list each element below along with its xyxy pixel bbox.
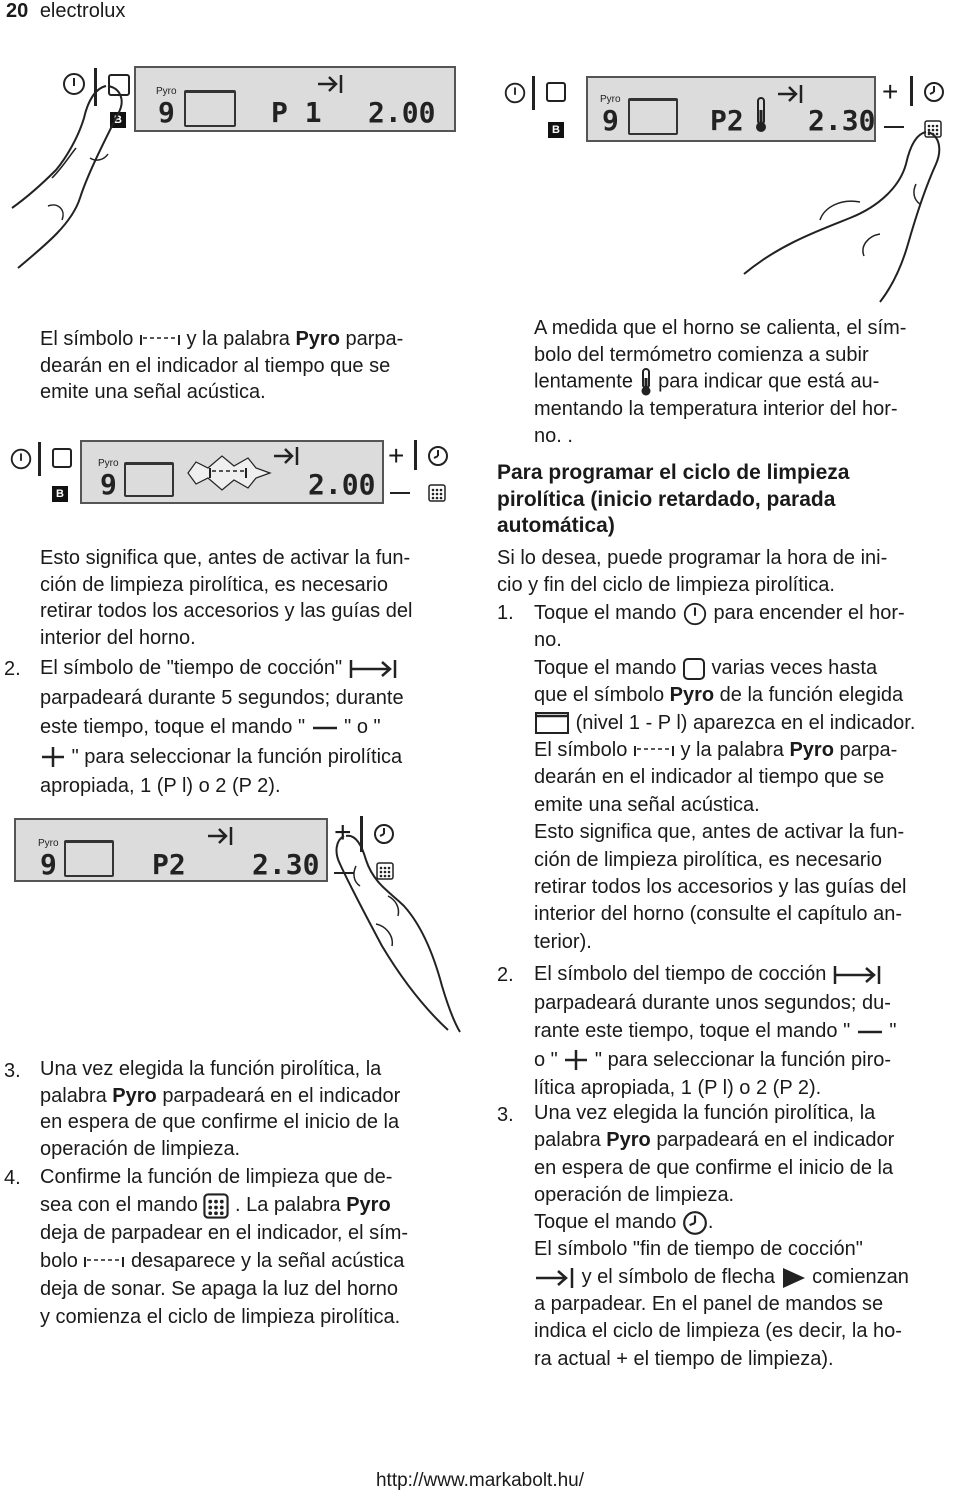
right-intro-paragraph	[534, 315, 960, 449]
left-item-4	[40, 1163, 480, 1331]
text-line: cio y fin del ciclo de limpieza pirolítica.	[497, 573, 835, 596]
text: Toque el mando	[534, 602, 677, 624]
text-line: dearán en el indicador al tiempo que se	[40, 354, 391, 377]
plus-icon: +	[334, 816, 352, 849]
text-line: en espera de que confirme el inicio de la	[40, 1111, 400, 1134]
plus-icon: +	[882, 76, 899, 107]
text-line: Confirme la función de limpieza que de-	[40, 1166, 393, 1188]
display-panel-middle-left	[80, 440, 384, 504]
text-line: bolo del termómetro comienza a subir	[534, 343, 869, 366]
text: sea con el mando	[40, 1194, 198, 1216]
keypad-icon	[203, 1193, 229, 1219]
cooking-time-icon	[206, 826, 234, 846]
pyro-label: Pyro	[600, 94, 621, 105]
text: El símbolo	[534, 739, 628, 762]
dashed-bracket-icon	[139, 333, 181, 347]
pyro-label: Pyro	[38, 838, 59, 849]
text: .	[707, 1211, 714, 1234]
text-line: en espera de que confirme el inicio de la	[534, 1156, 894, 1179]
plus-icon	[40, 746, 66, 768]
cooking-time-icon	[316, 74, 344, 94]
list-number: 1.	[497, 602, 514, 624]
text: para encender el hor-	[713, 602, 905, 624]
b-label-icon: B	[52, 486, 68, 502]
text: (nivel 1 - P l) aparezca en el indicador.	[575, 711, 916, 734]
cooking-time-icon	[348, 657, 398, 681]
function-button-icon	[52, 448, 72, 468]
text-line: mentando la temperatura interior del hor-	[534, 398, 898, 421]
text-line: deja de sonar. Se apaga la luz del horno	[40, 1278, 399, 1300]
plus-icon	[563, 1049, 589, 1071]
pyro-word: Pyro	[789, 739, 834, 762]
minus-icon	[390, 492, 410, 494]
right-step-1	[534, 600, 960, 956]
time-readout: 2.00	[308, 468, 376, 501]
dashed-bracket-icon	[83, 1255, 125, 1269]
text-line: Una vez elegida la función pirolítica, la	[40, 1058, 382, 1080]
heading-line: pirolítica (inicio retardado, parada	[497, 487, 836, 511]
level-digit: 9	[40, 848, 57, 881]
right-step-3	[534, 1100, 960, 1373]
list-number: 2.	[497, 964, 514, 986]
text-line: emite una señal acústica.	[40, 381, 266, 404]
text: El símbolo del tiempo de cocción	[534, 963, 827, 985]
text: desaparece y la señal acústica	[130, 1250, 405, 1272]
text: o "	[534, 1048, 558, 1071]
text-line: parpadeará durante 5 segundos; durante	[40, 686, 404, 709]
text-line: y comienza el ciclo de limpieza pirolítica.	[40, 1306, 401, 1328]
text-line: operación de limpieza.	[534, 1183, 735, 1206]
text-line: retirar todos los accesorios y las guías del	[534, 876, 907, 899]
text-line: Una vez elegida la función pirolítica, la	[534, 1102, 876, 1124]
text-line: interior del horno (consulte el capítulo an-	[534, 903, 902, 926]
pyro-word: Pyro	[346, 1194, 391, 1216]
text-line: interior del horno.	[40, 626, 196, 649]
text: " o "	[344, 716, 381, 738]
text-line: terior).	[534, 930, 592, 953]
left-item-3	[40, 1056, 480, 1162]
text-line: indica el ciclo de limpieza (es decir, la ho-	[534, 1320, 902, 1343]
right-sub-paragraph	[497, 545, 960, 598]
pyro-label: Pyro	[156, 86, 177, 97]
keypad-icon	[428, 484, 446, 502]
left-item-2	[40, 654, 480, 802]
level-digit: 9	[602, 104, 619, 137]
b-label-icon: B	[110, 112, 126, 128]
time-readout: 2.30	[252, 848, 320, 881]
pyro-label: Pyro	[98, 458, 119, 469]
oven-icon	[184, 90, 236, 127]
text-line: emite una señal acústica.	[534, 793, 760, 816]
text: El símbolo de "tiempo de cocción"	[40, 657, 343, 679]
clock-icon	[426, 444, 450, 468]
text: y la palabra	[186, 328, 290, 350]
text: "	[889, 1020, 897, 1042]
pyro-word: Pyro	[606, 1129, 651, 1152]
power-icon	[502, 80, 528, 106]
program-readout: P2	[152, 848, 186, 881]
right-step-2	[534, 960, 960, 1103]
clock-icon	[922, 80, 946, 104]
divider	[38, 442, 41, 476]
text: y la palabra	[680, 739, 784, 762]
text-line: ción de limpieza pirolítica, es necesario	[534, 848, 882, 871]
text: palabra	[534, 1129, 601, 1152]
text: rante este tiempo, toque el mando "	[534, 1020, 851, 1042]
level-digit: 9	[158, 96, 175, 129]
pyro-word: Pyro	[295, 328, 340, 350]
plus-icon: +	[388, 440, 405, 471]
power-icon	[682, 601, 708, 627]
minus-icon	[311, 722, 339, 734]
text-line: apropiada, 1 (P l) o 2 (P 2).	[40, 775, 281, 797]
page-number: 20	[6, 0, 29, 22]
minus-icon	[856, 1026, 884, 1038]
text-line: ción de limpieza pirolítica, es necesario	[40, 573, 388, 596]
time-readout: 2.30	[808, 104, 876, 137]
divider	[532, 76, 535, 110]
footer-url: http://www.markabolt.hu/	[375, 1470, 585, 1491]
arrow-play-icon	[781, 1266, 807, 1290]
text: para indicar que está au-	[658, 370, 880, 393]
hand-illustration	[330, 826, 470, 1036]
text-line: A medida que el horno se calienta, el sím-	[534, 317, 907, 339]
text: este tiempo, toque el mando "	[40, 716, 306, 738]
text-line: retirar todos los accesorios y las guías del	[40, 600, 413, 623]
display-panel-top-left	[134, 66, 456, 132]
heading-line: automática)	[497, 514, 615, 538]
text: parpadeará en el indicador	[656, 1129, 895, 1152]
text: parpadeará en el indicador	[162, 1084, 401, 1107]
flashing-dashed-bracket-icon	[182, 452, 274, 494]
text: varias veces hasta	[711, 656, 878, 679]
text-line: Esto significa que, antes de activar la fun-	[534, 821, 905, 844]
function-button-icon	[546, 82, 566, 102]
b-label-icon: B	[548, 122, 564, 138]
program-readout: P2	[710, 104, 744, 137]
list-number: 4.	[4, 1167, 21, 1189]
left-paragraph-2	[40, 545, 480, 651]
list-number: 2.	[4, 658, 21, 680]
text-line: no. .	[534, 424, 573, 447]
text: comienzan	[812, 1265, 909, 1288]
text-line: Si lo desea, puede programar la hora de ini-	[497, 547, 888, 569]
text: El símbolo	[40, 328, 134, 350]
left-paragraph-1	[40, 326, 480, 406]
dashed-bracket-icon	[633, 744, 675, 758]
thermometer-icon	[639, 368, 653, 396]
pyro-word: Pyro	[112, 1084, 157, 1107]
text-line: operación de limpieza.	[40, 1137, 241, 1160]
text: que el símbolo	[534, 684, 665, 707]
text: lentamente	[534, 370, 633, 393]
divider	[910, 76, 913, 106]
section-heading	[497, 460, 960, 540]
text: " para seleccionar la función pirolítica	[71, 745, 403, 768]
text: y el símbolo de flecha	[581, 1265, 775, 1288]
divider	[414, 440, 417, 470]
end-cooking-time-icon	[534, 1266, 576, 1290]
oven-icon	[628, 98, 678, 135]
text: " para seleccionar la función piro-	[594, 1048, 892, 1071]
power-icon	[8, 446, 34, 472]
cooking-time-icon	[776, 84, 804, 104]
text: parpa-	[839, 739, 898, 762]
text-line: Esto significa que, antes de activar la fun-	[40, 547, 411, 569]
hand-illustration	[740, 124, 950, 304]
hand-illustration	[8, 78, 148, 278]
oven-pyro-icon	[534, 711, 570, 735]
heading-line: Para programar el ciclo de limpieza	[497, 461, 850, 484]
text-line: lítica apropiada, 1 (P l) o 2 (P 2).	[534, 1077, 822, 1099]
text-line: El símbolo "fin de tiempo de cocción"	[534, 1238, 863, 1261]
brand-name: electrolux	[39, 0, 126, 22]
oven-icon	[64, 840, 114, 877]
text: Toque el mando	[534, 656, 677, 679]
display-panel-lower-left	[14, 818, 328, 882]
text: parpa-	[345, 328, 404, 350]
list-number: 3.	[4, 1060, 21, 1082]
page-header	[6, 0, 125, 23]
text: de la función elegida	[719, 684, 904, 707]
text: bolo	[40, 1250, 78, 1272]
clock-icon	[682, 1210, 708, 1236]
level-digit: 9	[100, 468, 117, 501]
oven-icon	[124, 462, 174, 497]
pyro-word: Pyro	[669, 684, 715, 707]
text-line: parpadeará durante unos segundos; du-	[534, 991, 891, 1014]
program-readout: P 1	[271, 96, 322, 129]
text: . La palabra	[235, 1194, 341, 1216]
text-line: dearán en el indicador al tiempo que se	[534, 766, 885, 789]
text-line: a parpadear. En el panel de mandos se	[534, 1293, 884, 1316]
text: Toque el mando	[534, 1211, 677, 1234]
cooking-time-icon	[272, 446, 300, 466]
text: palabra	[40, 1084, 107, 1107]
time-readout: 2.00	[368, 96, 436, 129]
text-line: deja de parpadear en el indicador, el sím-	[40, 1222, 409, 1244]
text-line: ra actual + el tiempo de limpieza).	[534, 1347, 834, 1370]
text-line: no.	[534, 629, 562, 652]
list-number: 3.	[497, 1104, 514, 1126]
cooking-time-icon	[832, 963, 882, 987]
function-button-icon	[682, 657, 706, 681]
